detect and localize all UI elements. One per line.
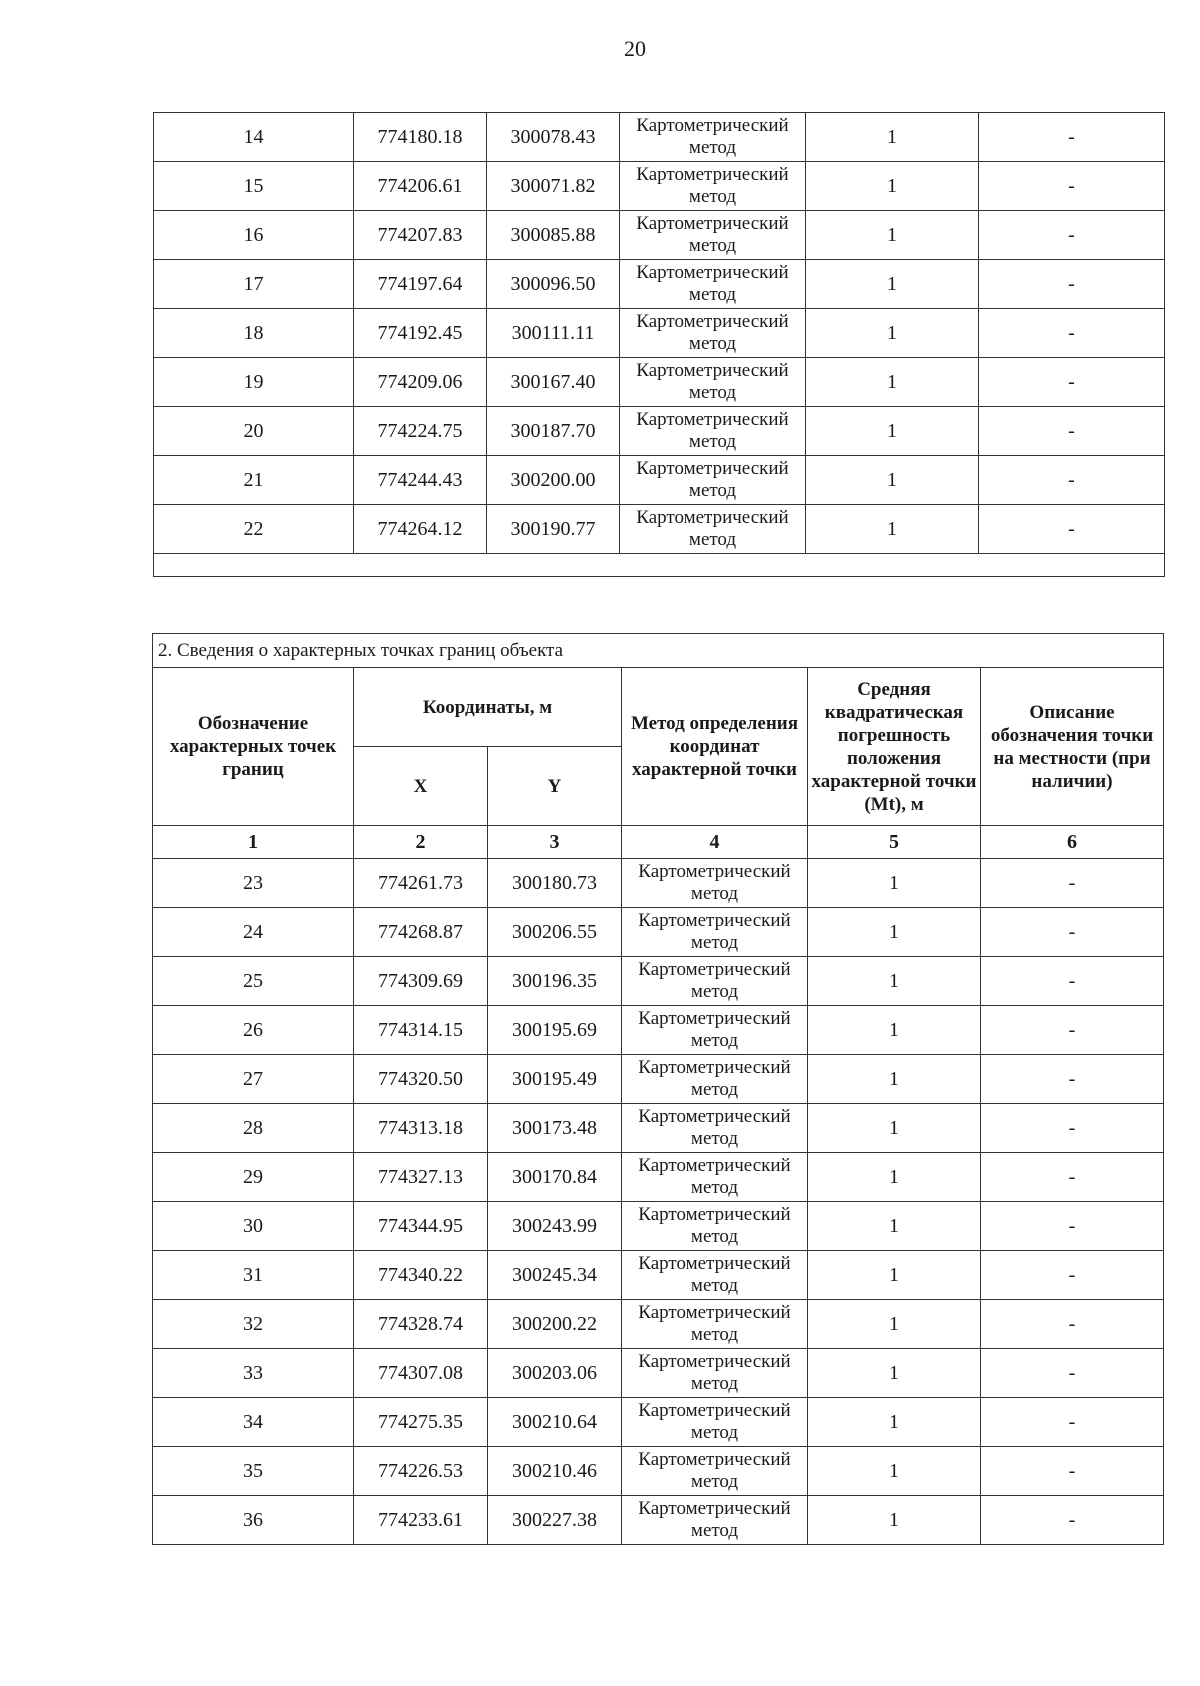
cell-description: - xyxy=(981,1055,1164,1104)
cell-x: 774340.22 xyxy=(354,1251,488,1300)
cell-point-id: 36 xyxy=(153,1496,354,1545)
cell-description: - xyxy=(981,1153,1164,1202)
cell-method: Картометрический метод xyxy=(622,1202,808,1251)
cell-point-id: 20 xyxy=(154,407,354,456)
cell-error: 1 xyxy=(808,908,981,957)
cell-description: - xyxy=(979,211,1165,260)
cell-method: Картометрический метод xyxy=(620,211,806,260)
cell-method: Картометрический метод xyxy=(622,1349,808,1398)
cell-point-id: 26 xyxy=(153,1006,354,1055)
table-row xyxy=(154,162,1165,211)
cell-error: 1 xyxy=(808,957,981,1006)
cell-method: Картометрический метод xyxy=(622,1055,808,1104)
cell-point-id: 32 xyxy=(153,1300,354,1349)
cell-point-id: 30 xyxy=(153,1202,354,1251)
table-row xyxy=(153,859,1164,908)
header-description: Описание обозначения точки на местности (при наличии) xyxy=(981,668,1164,826)
cell-point-id: 21 xyxy=(154,456,354,505)
cell-point-id: 14 xyxy=(154,113,354,162)
cell-x: 774344.95 xyxy=(354,1202,488,1251)
cell-description: - xyxy=(981,908,1164,957)
table-row xyxy=(153,1398,1164,1447)
cell-y: 300196.35 xyxy=(488,957,622,1006)
cell-description: - xyxy=(979,260,1165,309)
cell-y: 300210.46 xyxy=(488,1447,622,1496)
cell-y: 300210.64 xyxy=(488,1398,622,1447)
cell-x: 774314.15 xyxy=(354,1006,488,1055)
cell-y: 300195.49 xyxy=(488,1055,622,1104)
column-number: 6 xyxy=(981,826,1164,859)
cell-point-id: 19 xyxy=(154,358,354,407)
table-caption: 2. Сведения о характерных точках границ объекта xyxy=(153,634,1164,668)
cell-error: 1 xyxy=(808,1104,981,1153)
cell-description: - xyxy=(981,1104,1164,1153)
cell-point-id: 25 xyxy=(153,957,354,1006)
cell-x: 774268.87 xyxy=(354,908,488,957)
cell-description: - xyxy=(981,1006,1164,1055)
cell-point-id: 34 xyxy=(153,1398,354,1447)
cell-error: 1 xyxy=(806,162,979,211)
header-designation: Обозначение характерных точек границ xyxy=(153,668,354,826)
cell-method: Картометрический метод xyxy=(620,309,806,358)
characteristic-points-body xyxy=(153,859,1164,1545)
cell-method: Картометрический метод xyxy=(622,1104,808,1153)
cell-y: 300167.40 xyxy=(487,358,620,407)
cell-point-id: 28 xyxy=(153,1104,354,1153)
header-method: Метод определения координат характерной точки xyxy=(622,668,808,826)
cell-point-id: 16 xyxy=(154,211,354,260)
table-row xyxy=(153,1447,1164,1496)
cell-x: 774320.50 xyxy=(354,1055,488,1104)
cell-error: 1 xyxy=(806,358,979,407)
cell-point-id: 18 xyxy=(154,309,354,358)
cell-point-id: 24 xyxy=(153,908,354,957)
page-number: 20 xyxy=(624,36,646,61)
cell-x: 774226.53 xyxy=(354,1447,488,1496)
column-number-row xyxy=(153,826,1164,859)
cell-y: 300195.69 xyxy=(488,1006,622,1055)
cell-y: 300245.34 xyxy=(488,1251,622,1300)
cell-x: 774261.73 xyxy=(354,859,488,908)
cell-x: 774264.12 xyxy=(354,505,487,554)
cell-method: Картометрический метод xyxy=(622,1300,808,1349)
cell-point-id: 29 xyxy=(153,1153,354,1202)
cell-point-id: 22 xyxy=(154,505,354,554)
cell-description: - xyxy=(979,358,1165,407)
cell-y: 300071.82 xyxy=(487,162,620,211)
empty-row xyxy=(154,554,1165,577)
cell-x: 774328.74 xyxy=(354,1300,488,1349)
cell-y: 300190.77 xyxy=(487,505,620,554)
header-error: Средняя квадратическая погрешность положения характерной точки (Mt), м xyxy=(808,668,981,826)
cell-error: 1 xyxy=(808,1300,981,1349)
cell-description: - xyxy=(979,309,1165,358)
cell-x: 774180.18 xyxy=(354,113,487,162)
cell-x: 774313.18 xyxy=(354,1104,488,1153)
column-number: 2 xyxy=(354,826,488,859)
table-row xyxy=(153,1006,1164,1055)
cell-description: - xyxy=(981,957,1164,1006)
cell-method: Картометрический метод xyxy=(620,407,806,456)
column-number: 5 xyxy=(808,826,981,859)
table-row xyxy=(153,1251,1164,1300)
cell-error: 1 xyxy=(808,1006,981,1055)
cell-x: 774224.75 xyxy=(354,407,487,456)
table-row xyxy=(154,456,1165,505)
cell-point-id: 23 xyxy=(153,859,354,908)
column-number: 4 xyxy=(622,826,808,859)
cell-y: 300170.84 xyxy=(488,1153,622,1202)
cell-method: Картометрический метод xyxy=(620,113,806,162)
cell-method: Картометрический метод xyxy=(622,859,808,908)
table-row xyxy=(154,211,1165,260)
cell-error: 1 xyxy=(808,1055,981,1104)
cell-y: 300180.73 xyxy=(488,859,622,908)
cell-y: 300203.06 xyxy=(488,1349,622,1398)
cell-method: Картометрический метод xyxy=(620,456,806,505)
cell-y: 300187.70 xyxy=(487,407,620,456)
cell-error: 1 xyxy=(808,1153,981,1202)
table-row xyxy=(154,407,1165,456)
table-row xyxy=(154,505,1165,554)
cell-description: - xyxy=(979,505,1165,554)
table-row xyxy=(153,957,1164,1006)
cell-method: Картометрический метод xyxy=(622,1153,808,1202)
cell-x: 774233.61 xyxy=(354,1496,488,1545)
table-row xyxy=(153,1104,1164,1153)
cell-method: Картометрический метод xyxy=(622,1251,808,1300)
cell-point-id: 27 xyxy=(153,1055,354,1104)
header-coordinates: Координаты, м xyxy=(354,668,622,747)
table-row xyxy=(154,309,1165,358)
header-x: X xyxy=(354,747,488,826)
cell-error: 1 xyxy=(808,1496,981,1545)
cell-error: 1 xyxy=(808,1447,981,1496)
cell-description: - xyxy=(981,1447,1164,1496)
cell-description: - xyxy=(981,859,1164,908)
cell-method: Картометрический метод xyxy=(620,358,806,407)
cell-x: 774209.06 xyxy=(354,358,487,407)
cell-method: Картометрический метод xyxy=(622,1006,808,1055)
cell-error: 1 xyxy=(806,260,979,309)
cell-description: - xyxy=(981,1300,1164,1349)
cell-description: - xyxy=(981,1202,1164,1251)
cell-y: 300227.38 xyxy=(488,1496,622,1545)
cell-error: 1 xyxy=(806,113,979,162)
cell-error: 1 xyxy=(806,309,979,358)
cell-x: 774197.64 xyxy=(354,260,487,309)
cell-error: 1 xyxy=(808,1251,981,1300)
cell-method: Картометрический метод xyxy=(622,1496,808,1545)
cell-y: 300078.43 xyxy=(487,113,620,162)
cell-method: Картометрический метод xyxy=(620,162,806,211)
cell-point-id: 33 xyxy=(153,1349,354,1398)
cell-method: Картометрический метод xyxy=(622,908,808,957)
cell-x: 774309.69 xyxy=(354,957,488,1006)
cell-method: Картометрический метод xyxy=(622,1447,808,1496)
cell-error: 1 xyxy=(806,407,979,456)
table-row xyxy=(153,1300,1164,1349)
table-row xyxy=(153,1496,1164,1545)
cell-point-id: 35 xyxy=(153,1447,354,1496)
table-row xyxy=(153,908,1164,957)
cell-method: Картометрический метод xyxy=(620,260,806,309)
cell-error: 1 xyxy=(808,1398,981,1447)
column-number: 1 xyxy=(153,826,354,859)
cell-error: 1 xyxy=(806,505,979,554)
cell-point-id: 15 xyxy=(154,162,354,211)
table-row xyxy=(153,1153,1164,1202)
cell-x: 774307.08 xyxy=(354,1349,488,1398)
cell-method: Картометрический метод xyxy=(622,1398,808,1447)
cell-y: 300243.99 xyxy=(488,1202,622,1251)
cell-description: - xyxy=(981,1349,1164,1398)
cell-description: - xyxy=(981,1251,1164,1300)
column-number: 3 xyxy=(488,826,622,859)
cell-point-id: 17 xyxy=(154,260,354,309)
table-row xyxy=(153,1202,1164,1251)
cell-x: 774327.13 xyxy=(354,1153,488,1202)
cell-y: 300200.00 xyxy=(487,456,620,505)
cell-description: - xyxy=(979,456,1165,505)
cell-method: Картометрический метод xyxy=(622,957,808,1006)
cell-x: 774192.45 xyxy=(354,309,487,358)
table-row xyxy=(154,260,1165,309)
cell-y: 300085.88 xyxy=(487,211,620,260)
cell-y: 300096.50 xyxy=(487,260,620,309)
characteristic-points-table xyxy=(152,633,1164,1545)
cell-description: - xyxy=(981,1496,1164,1545)
cell-error: 1 xyxy=(806,456,979,505)
cell-x: 774206.61 xyxy=(354,162,487,211)
cell-method: Картометрический метод xyxy=(620,505,806,554)
cell-point-id: 31 xyxy=(153,1251,354,1300)
continued-points-body xyxy=(154,113,1165,554)
cell-description: - xyxy=(979,162,1165,211)
cell-x: 774275.35 xyxy=(354,1398,488,1447)
continued-points-table xyxy=(153,112,1165,577)
header-y: Y xyxy=(488,747,622,826)
table-row xyxy=(154,113,1165,162)
cell-y: 300200.22 xyxy=(488,1300,622,1349)
cell-description: - xyxy=(979,407,1165,456)
cell-y: 300206.55 xyxy=(488,908,622,957)
cell-error: 1 xyxy=(808,1349,981,1398)
table-row xyxy=(154,358,1165,407)
cell-y: 300173.48 xyxy=(488,1104,622,1153)
cell-y: 300111.11 xyxy=(487,309,620,358)
cell-description: - xyxy=(981,1398,1164,1447)
cell-x: 774207.83 xyxy=(354,211,487,260)
cell-x: 774244.43 xyxy=(354,456,487,505)
table-row xyxy=(153,1349,1164,1398)
cell-error: 1 xyxy=(808,1202,981,1251)
cell-description: - xyxy=(979,113,1165,162)
cell-error: 1 xyxy=(808,859,981,908)
table-row xyxy=(153,1055,1164,1104)
cell-error: 1 xyxy=(806,211,979,260)
